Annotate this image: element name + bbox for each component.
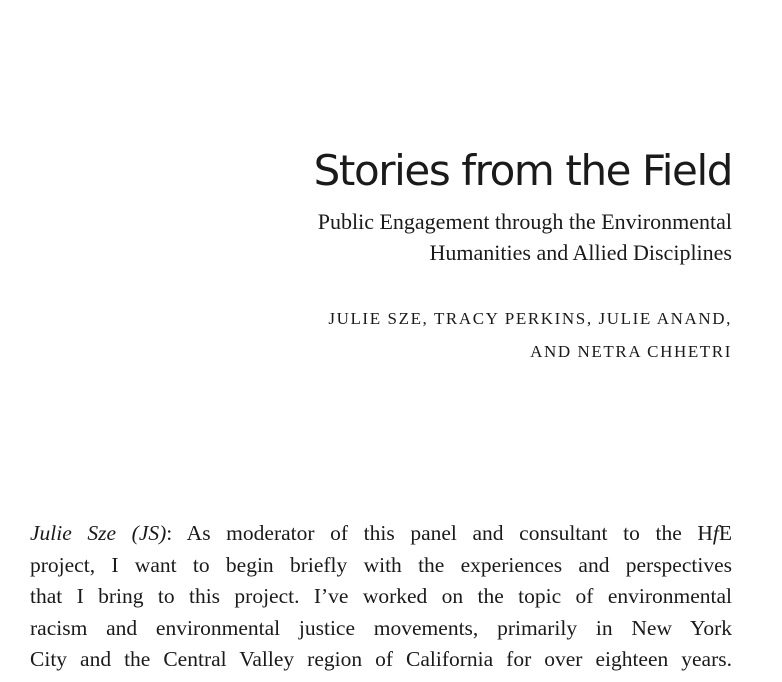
- body-paragraph: [30, 518, 732, 676]
- body-line-3: that I bring to this project. I’ve worked on the topic of environmental: [30, 584, 732, 608]
- authors-line-2: AND NETRA CHHETRI: [530, 342, 732, 361]
- body-line-5: City and the Central Valley region of California for over eighteen years.: [30, 647, 732, 671]
- body-line-2: project, I want to begin briefly with the experiences and perspectives: [30, 552, 732, 577]
- subtitle-line-2: Humanities and Allied Disciplines: [429, 240, 732, 265]
- hfe-end: E: [718, 521, 732, 545]
- hfe-italic-f: f: [712, 521, 719, 545]
- body-line-1-text: : As moderator of this panel and consultant to the H: [166, 521, 713, 545]
- chapter-title: Stories from the Field: [313, 146, 732, 195]
- subtitle-line-1: Public Engagement through the Environmental: [317, 209, 732, 234]
- author-list: [328, 302, 732, 368]
- speaker-name: Julie Sze (JS): [30, 521, 167, 545]
- authors-line-1: JULIE SZE, TRACY PERKINS, JULIE ANAND,: [328, 309, 732, 328]
- body-line-1: [30, 518, 732, 550]
- chapter-subtitle: [318, 206, 732, 268]
- body-line-4: racism and environmental justice movements, primarily in New York: [30, 615, 732, 640]
